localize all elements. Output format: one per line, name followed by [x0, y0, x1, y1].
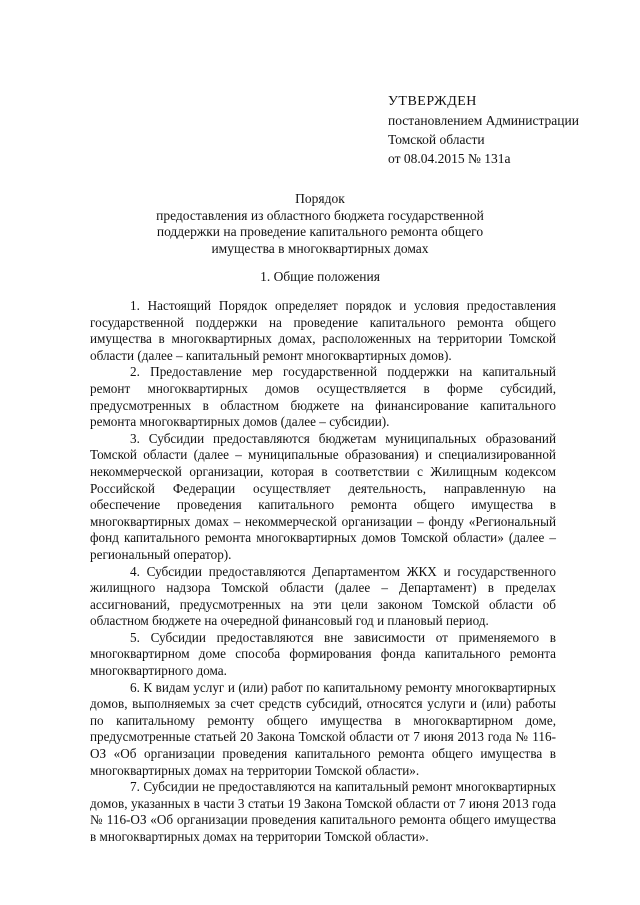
- title-line-4: имущества в многоквартирных домах: [211, 240, 429, 256]
- approval-stamp: [388, 92, 628, 168]
- approval-line-3: от 08.04.2015 № 131а: [388, 151, 511, 166]
- paragraph-7: 7. Субсидии не предоставляются на капитальный ремонт многоквартирных домов, указанных в части 3 статьи 19 Закона Томской области от 7 июня 2013 года № 116-ОЗ «Об организации проведения капитального ремонта общего имущества в многоквартирных домах на территории Томской области».: [90, 779, 556, 844]
- paragraph-3: 3. Субсидии предоставляются бюджетам муниципальных образований Томской области (далее – муниципальные образования) и специализированной некоммерческой организации, которая в соответствии с Жилищным кодексом Российской Федерации осуществляет деятельность, направленную на обеспечение проведения капитального ремонта общего имущества в многоквартирных домах – некоммерческой организации – фонду «Региональный фонд капитального ремонта многоквартирных домов Томской области» (далее – региональный оператор).: [90, 430, 556, 562]
- approval-heading: УТВЕРЖДЕН: [388, 94, 477, 109]
- paragraph-1: 1. Настоящий Порядок определяет порядок и условия предоставления государственной поддержки на проведение капитального ремонта общего имущества в многоквартирных домах, расположенных на территории Томской области (далее – капитальный ремонт многоквартирных домов).: [90, 298, 556, 363]
- document-body: [90, 298, 556, 846]
- section-heading: 1. Общие положения: [260, 269, 380, 284]
- paragraph-2: 2. Предоставление мер государственной поддержки на капитальный ремонт многоквартирных домов осуществляется в форме субсидий, предусмотренных в областном бюджете на финансирование капитального ремонта многоквартирных домов (далее – субсидии).: [90, 364, 556, 430]
- paragraph-4: 4. Субсидии предоставляются Департаментом ЖКХ и государственного жилищного надзора Томской области (далее – Департамент) в пределах ассигнований, предусмотренных на эти цели законом Томской области об областном бюджете на очередной финансовый год и плановый период.: [90, 563, 556, 629]
- paragraph-6: 6. К видам услуг и (или) работ по капитальному ремонту многоквартирных домов, выполняемых за счет средств субсидий, относятся услуги и (или) работы по капитальному ремонту общего имущества в многоквартирном доме, предусмотренные статьей 20 Закона Томской области от 7 июня 2013 года № 116-ОЗ «Об организации проведения капитального ремонта общего имущества в многоквартирных домах на территории Томской области».: [90, 679, 556, 778]
- approval-line-2: Томской области: [388, 132, 485, 147]
- title-line-2: предоставления из областного бюджета государственной: [156, 207, 484, 223]
- title-line-1: Порядок: [295, 191, 345, 206]
- title-line-3: поддержки на проведение капитального ремонта общего: [156, 224, 484, 239]
- approval-line-1: постановлением Администрации: [388, 113, 579, 128]
- paragraph-5: 5. Субсидии предоставляются вне зависимости от применяемого в многоквартирном доме способа формирования фонда капитального ремонта многоквартирного дома.: [90, 629, 556, 679]
- document-title: [90, 191, 550, 257]
